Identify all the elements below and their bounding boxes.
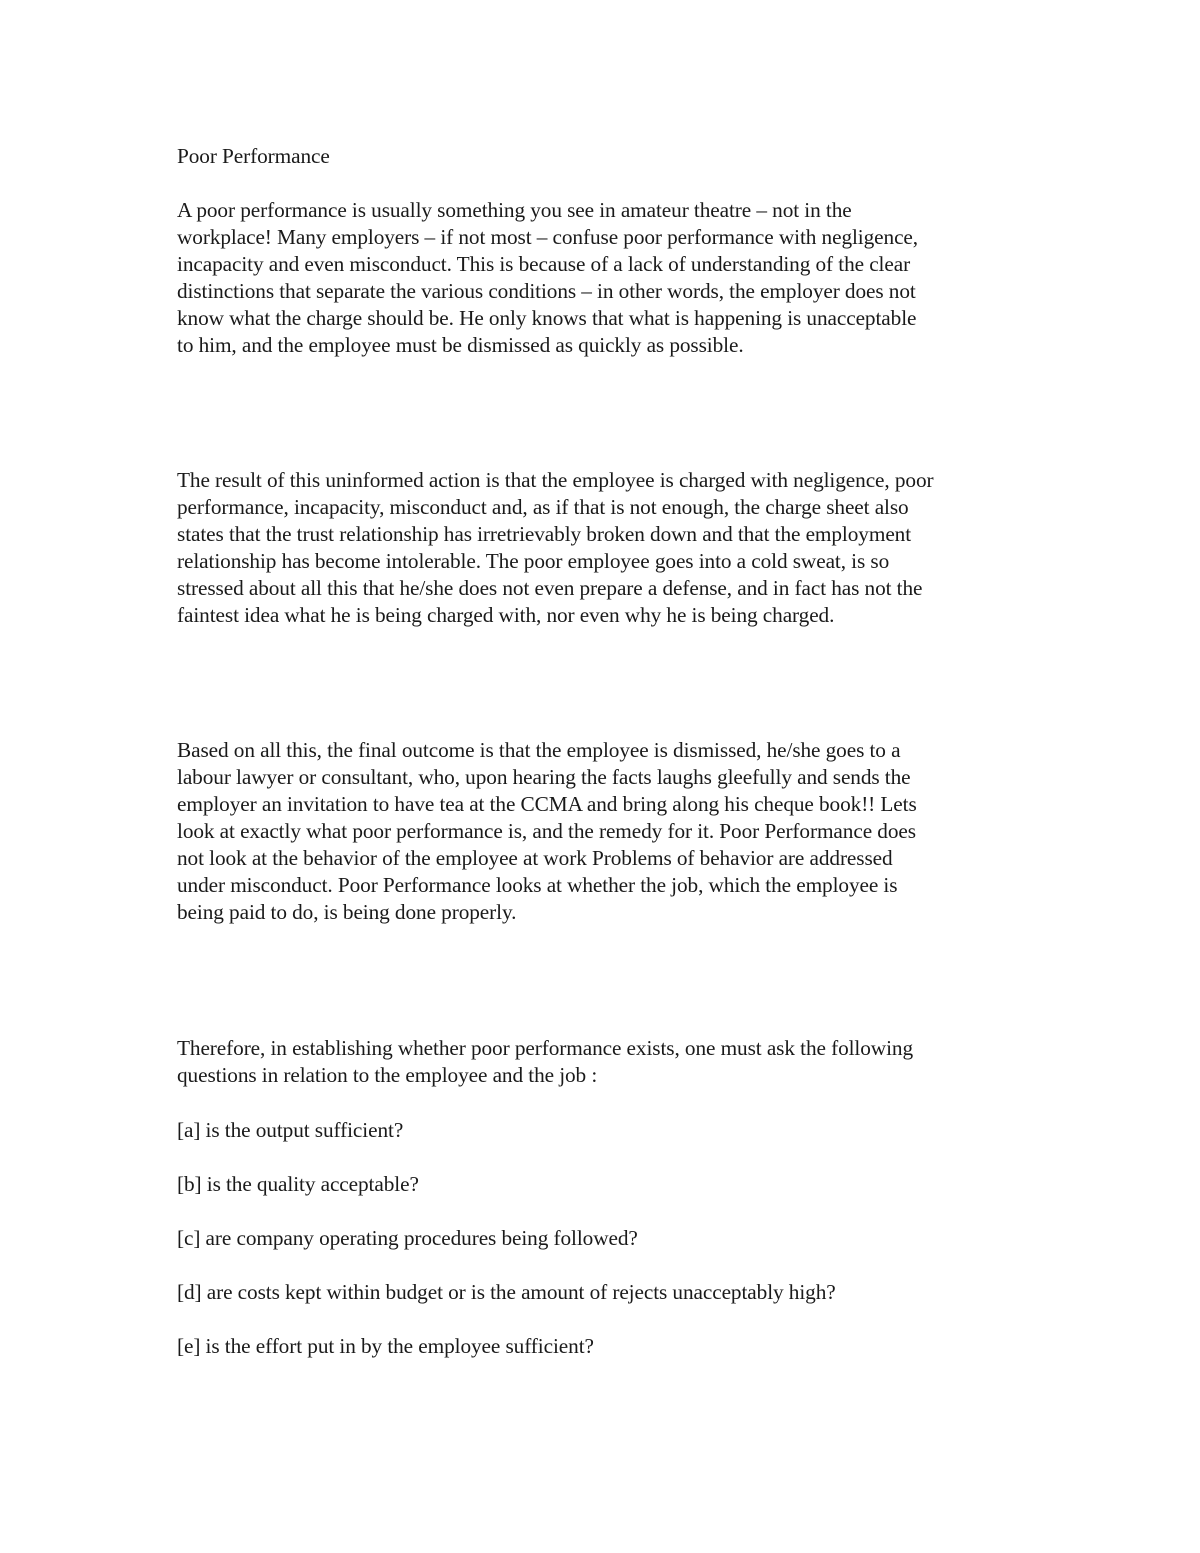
paragraph-outcome: Based on all this, the final outcome is that the employee is dismissed, he/she goes to a labour lawyer or consultant, who, upon hearing the facts laughs gleefully and sends the employer an invitation to have tea at the CCMA and bring along his cheque book!! Lets look at exactly what poor performance is, and the remedy for it. Poor Performance does not look at the behavior of the employee at work Problems of behavior are addressed under misconduct. Poor Performance looks at whether the job, which the employee is being paid to do, is being done properly. [177,738,917,924]
question-item: [a] is the output sufficient? [177,1118,404,1142]
question-item: [d] are costs kept within budget or is the amount of rejects unacceptably high? [177,1280,836,1304]
paragraph-result: The result of this uninformed action is that the employee is charged with negligence, poor performance, incapacity, misconduct and, as if that is not enough, the charge sheet also states that the trust relationship has irretrievably broken down and that the employment relationship has become intolerable. The poor employee goes into a cold sweat, is so stressed about all this that he/she does not even prepare a defense, and in fact has not the faintest idea what he is being charged with, nor even why he is being charged. [177,468,934,627]
document-title: Poor Performance [177,144,330,168]
question-item: [b] is the quality acceptable? [177,1172,419,1196]
paragraph-questions-intro: Therefore, in establishing whether poor performance exists, one must ask the following questions in relation to the employee and the job : [177,1036,913,1087]
paragraph-intro: A poor performance is usually something you see in amateur theatre – not in the workplace! Many employers – if not most – confuse poor performance with negligence, incapacity and even misconduct. This is because of a lack of understanding of the clear distinctions that separate the various conditions – in other words, the employer does not know what the charge should be. He only knows that what is happening is unacceptable to him, and the employee must be dismissed as quickly as possible. [177,198,919,357]
question-item: [e] is the effort put in by the employee sufficient? [177,1334,594,1358]
question-item: [c] are company operating procedures being followed? [177,1226,638,1250]
